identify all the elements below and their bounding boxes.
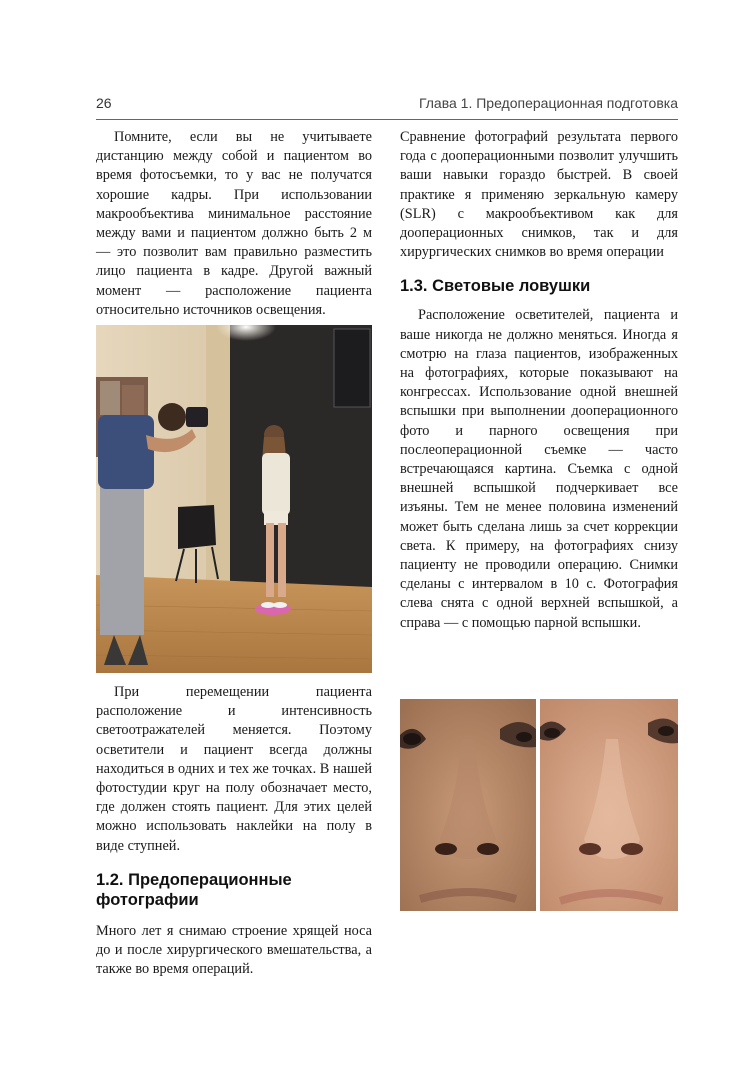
page-number: 26 <box>96 95 112 111</box>
right-paragraph-1: Сравнение фотографий результата первого года с дооперационными позволит улучшить ваши навыки гораздо быстрей. В своей практике я применяю зеркальную камеру (SLR) с макрообъективом как для дооперационных снимков, так и для хирургических снимков во время операции <box>400 129 678 261</box>
running-head: Глава 1. Предоперационная подготовка <box>418 95 678 111</box>
left-paragraph-2: При перемещении пациента расположение и интенсивность светоотражателей меняется. Поэтому осветители и пациент всегда должны находиться в одних и тех же точках. В нашей фотостудии круг на полу обозначает место, где должен стоять пациент. Для этих целей можно использовать наклейки на полу в виде ступней. <box>96 684 372 854</box>
section-heading-1-3: 1.3. Световые ловушки <box>400 277 591 296</box>
section-heading-1-2: 1.2. Предоперационные фотографии <box>96 870 292 909</box>
right-paragraph-2: Расположение осветителей, пациента и ваше никогда не должно меняться. Иногда я смотрю на глаза пациентов, изображенных на фотографиях, которые показывают на конгрессах. Использование одной внешней вспышки при выполнении дооперационного фото и парного освещения при послеоперационной съемке — часто встречающаяся картина. Съемка с одной внешней вспышкой подчеркивает все изъяны. Тем не менее половина изменений может быть сделана лишь за счет коррекции света. К примеру, на фотографиях снизу пациенту не проводили операцию. Снимки сделаны с интервалом в 10 с. Фотография слева снята с одной верхней вспышкой, а справа — с помощью парной вспышки. <box>400 307 678 631</box>
left-paragraph-3: Много лет я снимаю строение хрящей носа до и после хирургического вмешательства, а также во время операций. <box>96 922 372 978</box>
left-column-top <box>96 128 372 320</box>
right-column <box>400 128 678 633</box>
left-paragraph-1: Помните, если вы не учитываете дистанцию между собой и пациентом во время фотосъемки, то у вас не получатся хорошие кадры. При использовании макрообъектива минимальное расстояние между вами и пациентом должно быть 2 м — это позволит вам правильно разместить лицо пациента в кадре. Другой важный момент — расположение пациента относительно источников освещения. <box>96 129 372 318</box>
studio-photo <box>96 325 372 673</box>
header-rule <box>96 119 678 120</box>
left-column-bottom <box>96 683 372 979</box>
nose-comparison-photos <box>400 699 678 911</box>
